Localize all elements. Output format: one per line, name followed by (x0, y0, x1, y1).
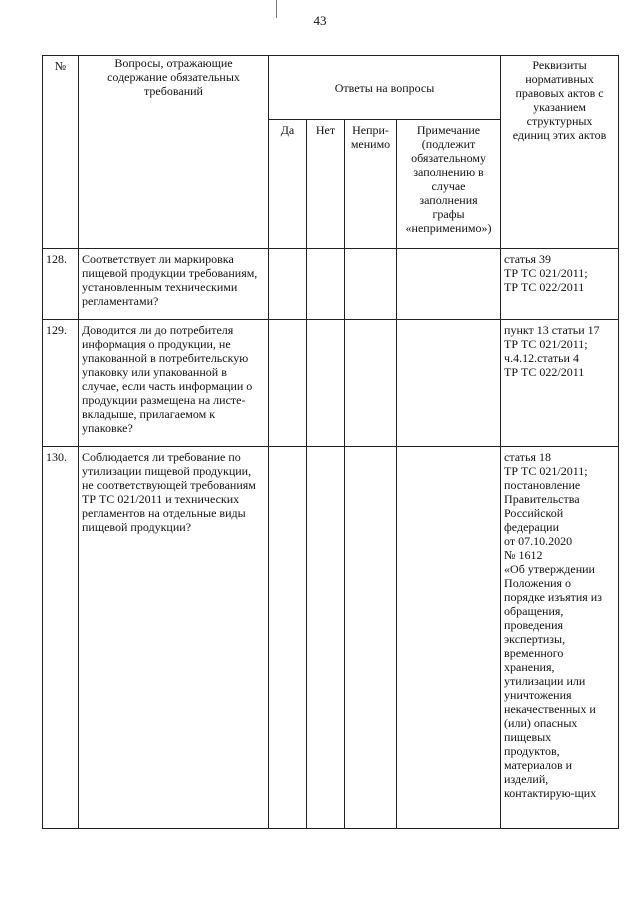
ref-line: утилизации или (504, 674, 586, 688)
row-number: 129. (43, 320, 79, 447)
note-cell[interactable] (397, 320, 501, 447)
answer-no-cell[interactable] (307, 249, 345, 320)
ref-line: материалов и (504, 758, 573, 772)
question-cell: Доводится ли до потребителя информация о продукции, не упакованной в потребительскую упаковку или упакованной в случае, если часть информации о продукции размещена на листе-вкладыше, прилагаемом к упаковке? (79, 320, 269, 447)
ref-line: от 07.10.2020 (504, 534, 573, 548)
ref-line: уничтожения (504, 688, 572, 702)
ref-line: обращения, (504, 604, 564, 618)
ref-line: некачественных и (504, 702, 596, 716)
row-number: 128. (43, 249, 79, 320)
ref-line: Правительства (504, 492, 580, 506)
header-yes: Да (269, 120, 307, 249)
ref-line: проведения (504, 618, 564, 632)
answer-na-cell[interactable] (345, 447, 397, 829)
refs-cell (501, 320, 619, 447)
ref-line: ТР ТС 021/2011; (504, 266, 588, 280)
answer-yes-cell[interactable] (269, 249, 307, 320)
row-number: 130. (43, 447, 79, 829)
ref-line: ч.4.12.статьи 4 (504, 351, 579, 365)
header-not-applicable: Непри- менимо (345, 120, 397, 249)
ref-line: ТР ТС 022/2011 (504, 365, 585, 379)
ref-line: временного (504, 646, 564, 660)
ref-line: порядке изъятия из (504, 590, 602, 604)
ref-line: Российской (504, 506, 564, 520)
table-row (43, 249, 619, 320)
answer-yes-cell[interactable] (269, 447, 307, 829)
answer-na-cell[interactable] (345, 249, 397, 320)
ref-line: пищевых (504, 730, 552, 744)
ref-line: ТР ТС 022/2011 (504, 280, 585, 294)
question-cell: Соответствует ли маркировка пищевой продукции требованиям, установленным техническими регламентами? (79, 249, 269, 320)
header-no: Нет (307, 120, 345, 249)
ref-line: изделий, (504, 772, 549, 786)
ref-line: (или) опасных (504, 716, 578, 730)
header-answers: Ответы на вопросы (269, 56, 501, 120)
ref-line: «Об утверждении (504, 562, 595, 576)
ref-line: № 1612 (504, 548, 543, 562)
ref-line: статья 18 (504, 450, 551, 464)
question-cell: Соблюдается ли требование по утилизации пищевой продукции, не соответствующей требованиям ТР ТС 021/2011 и технических регламентов на отдельные виды пищевой продукции? (79, 447, 269, 829)
page-number: 43 (313, 13, 327, 28)
checklist-table (42, 55, 619, 829)
header-refs: Реквизиты нормативных правовых актов с указанием структурных единиц этих актов (501, 56, 619, 249)
answer-na-cell[interactable] (345, 320, 397, 447)
ref-line: ТР ТС 021/2011; (504, 337, 588, 351)
answer-no-cell[interactable] (307, 447, 345, 829)
ref-line: Положения о (504, 576, 572, 590)
ref-line: продуктов, (504, 744, 560, 758)
ref-line: статья 39 (504, 252, 551, 266)
header-question: Вопросы, отражающие содержание обязательных требований (79, 56, 269, 249)
note-cell[interactable] (397, 447, 501, 829)
ref-line: ТР ТС 021/2011; (504, 464, 588, 478)
note-cell[interactable] (397, 249, 501, 320)
ref-line: контактирую-щих (504, 786, 597, 800)
table-row (43, 447, 619, 829)
ref-line: экспертизы, (504, 632, 566, 646)
header-note: Примечание (подлежит обязательному заполнению в случае заполнения графы «неприменимо») (397, 120, 501, 249)
table-row (43, 320, 619, 447)
ref-line: постановление (504, 478, 581, 492)
refs-cell (501, 249, 619, 320)
ref-line: хранения, (504, 660, 555, 674)
refs-cell (501, 447, 619, 829)
ref-line: пункт 13 статьи 17 (504, 323, 600, 337)
answer-yes-cell[interactable] (269, 320, 307, 447)
ref-line: федерации (504, 520, 559, 534)
header-num: № (43, 56, 79, 249)
answer-no-cell[interactable] (307, 320, 345, 447)
